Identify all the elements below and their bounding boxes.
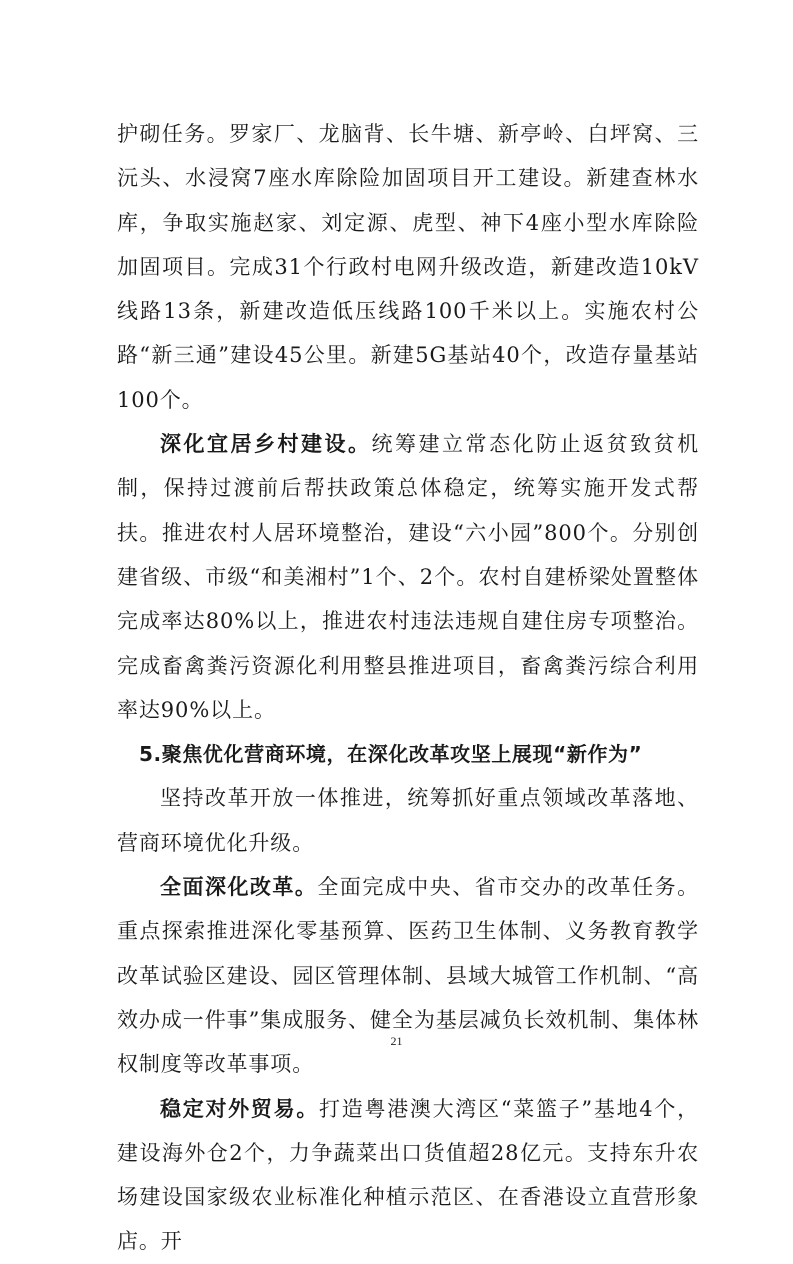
paragraph-foreign-trade [117,1087,699,1264]
paragraph-text: 全面完成中央、省市交办的改革任务。重点探索推进深化零基预算、医药卫生体制、义务教育教学改革试验区建设、园区管理体制、县域大城管工作机制、“高效办成一件事”集成服务、健全为基层减负长效机制、集体林权制度等改革事项。 [117,875,699,1077]
paragraph-text: 护砌任务。罗家厂、龙脑背、长牛塘、新亭岭、白坪窝、三沅头、水浸窝7座水库除险加固项目开工建设。新建查林水库，争取实施赵家、刘定源、虎型、神下4座小型水库除险加固项目。完成31个行政村电网升级改造，新建改造10kV线路13条，新建改造低压线路100千米以上。实施农村公路“新三通”建设45公里。新建5G基站40个，改造存量基站100个。 [117,122,699,412]
paragraph-deepen-reform [117,865,699,1086]
document-body [117,112,699,1264]
section-heading: 5.聚焦优化营商环境，在深化改革攻坚上展现“新作为” [139,742,643,767]
paragraph-continuation [117,112,699,422]
paragraph-lead-heading: 稳定对外贸易。 [160,1096,320,1121]
paragraph-lead-heading: 全面深化改革。 [160,875,318,900]
paragraph-rural-livability [117,422,699,732]
page-number: 21 [390,1034,403,1048]
paragraph-text: 统筹建立常态化防止返贫致贫机制，保持过渡前后帮扶政策总体稳定，统筹实施开发式帮扶。推进农村人居环境整治，建设“六小园”800个。分别创建省级、市级“和美湘村”1个、2个。农村自建桥梁处置整体完成率达80%以上，推进农村违法违规自建住房专项整治。完成畜禽粪污资源化利用整县推进项目，畜禽粪污综合利用率达90%以上。 [117,432,699,722]
paragraph-text: 打造粤港澳大湾区“菜篮子”基地4个，建设海外仓2个，力争蔬菜出口货值超28亿元。支持东升农场建设国家级农业标准化种植示范区、在香港设立直营形象店。开 [117,1096,700,1254]
paragraph-lead-heading: 深化宜居乡村建设。 [160,432,372,457]
paragraph-reform-intro [117,776,699,865]
paragraph-text: 坚持改革开放一体推进，统筹抓好重点领域改革落地、营商环境优化升级。 [117,786,699,855]
